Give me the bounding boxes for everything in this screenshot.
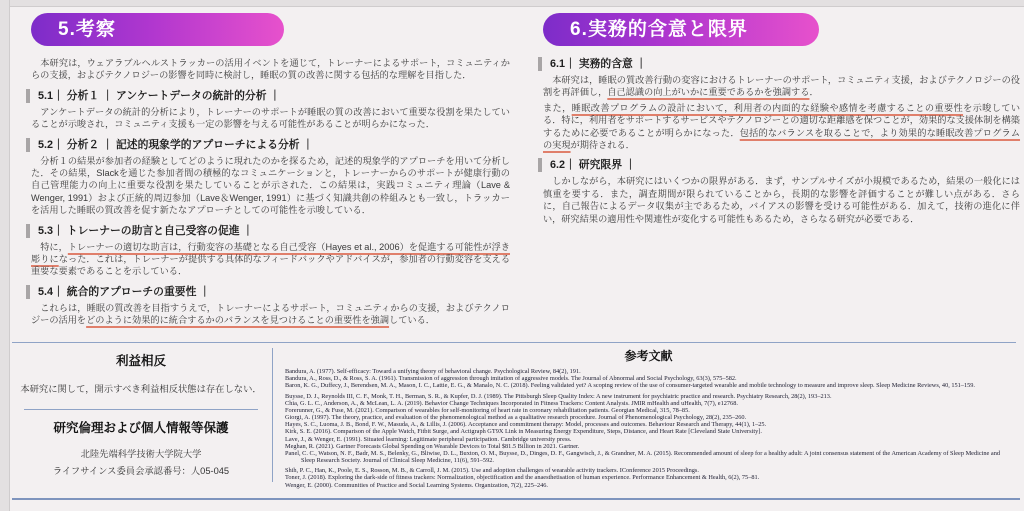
reference-entry: Bandura, A. (1977). Self-efficacy: Toward a unifying theory of behavioral change. Psychological Review, 84(2), 191. (285, 368, 581, 375)
text-segment: なった．これは，トレーナーが提供する具体的なフィードバックやアドバイスが，参加者の行動変容を支える重要な要素であることを示している． (31, 254, 511, 277)
text-segment: しかしながら，本研究にはいくつかの限界がある．まず，サンプルサイズが小規模であるため，結果の一般化には慎重を要する．また，調査期間が限られていることから，長期的な影響を評価することが難しい点がある．さらに，自己報告によるデータ収集が主であるため，バイアスの影響を受ける可能性がある．加えて，技術の進化に伴い，研究結果の適用性や関連性が変化する可能性もあるため，さらなる研究が必要である． (543, 176, 1020, 224)
text-segment: 本研究は，睡眠の質改善行動の変容におけるトレーナーのサポート，コミュニティ支援，およびテクノロジーの役割を再評価し， (543, 75, 1020, 98)
reference-entry: Wenger, E. (2000). Communities of Practice and Social Learning Systems. Organization, 7(2), 225–246. (285, 481, 549, 489)
subsection-6-1-paragraph-1 (543, 74, 1020, 99)
ethics-title: 研究倫理および個人情報等保護 (53, 421, 229, 435)
references-list (285, 368, 1012, 489)
subsection-5-4-paragraph (31, 302, 510, 327)
discussion-section (10, 13, 510, 342)
underlined-phrase: 包括的なバランスを取ることで，より効果的な睡眠改善プログラムの実現 (543, 127, 1021, 151)
subsection-5-1 (31, 89, 510, 131)
footer-top-divider (12, 342, 1016, 343)
text-segment: これらは，睡眠の質改善を目指すうえで，トレーナーによるサポート，コミュニティからの支援，およびテクノロジーの活用を (31, 302, 510, 326)
underlined-phrase: トレーナーの適切な助言は，行動変容の基礎となる自己受容（Hayes et al., 2006）を促進する可能性が浮き彫りに (31, 241, 510, 265)
ethics-institution: 北陸先端科学技術大学院大学 (80, 449, 202, 459)
subsection-6-1-title: 6.1｜ 実務的含意 ｜ (538, 57, 1020, 71)
subsection-6-2 (543, 158, 1020, 225)
text-segment: アンケートデータの統計的分析により，トレーナーのサポートが睡眠の質の改善において重要な役割を果たしていることが示唆され，コミュニティ支援も一定の影響を与える可能性があることが明らかになった． (31, 106, 510, 130)
subsection-5-3 (31, 224, 510, 278)
reference-entry: Forerunner, G., & Fuse, M. (2021). Comparison of wearables for self-monitoring of heart rate in coronary rehabilitation patients. Georgian Medical, 315, 78–85. (285, 406, 690, 414)
reference-entry: Chia, G. L. C., Anderson, A., & McLean, L. A. (2019). Behavior Change Techniques Incorporated in Fitness Trackers: Content Analysis. JMIR mHealth and uHealth, 7(7), e12768. (285, 399, 738, 407)
subsection-5-1-title: 5.1｜ 分析１ ｜ アンケートデータの統計的分析 ｜ (26, 89, 510, 103)
ethics-divider (24, 409, 258, 410)
bottom-border-line (12, 498, 1020, 500)
underlined-phrase: 自己認識の向上がいかに重要であるかを強調する (607, 87, 810, 98)
discussion-header: 5.考察 (31, 13, 284, 46)
subsection-5-2 (31, 138, 510, 217)
coi-title: 利益相反 (115, 354, 166, 368)
footer-references-column (273, 342, 1018, 492)
subsection-5-2-title: 5.2｜ 分析２ ｜ 記述的現象学的アプローチによる分析 ｜ (26, 138, 510, 152)
implications-header: 6.実務的含意と限界 (543, 13, 819, 46)
subsection-5-1-paragraph (31, 106, 510, 131)
text-segment: 特に， (31, 241, 68, 252)
footer-left-column (10, 342, 272, 492)
reference-entry: Baron, K. G., Duffecy, J., Berendsen, M. A., Mason, I. C., Lattie, E. G., & Manalo, N. C. (2018). Feeling validated yet? A scoping review of the use of consumer-targeted wearable and mobile technology to measure and improve sleep. Sleep Medicine Reviews, 40, 151–159. (285, 382, 975, 390)
subsection-5-2-paragraph (31, 155, 510, 217)
main-columns (10, 7, 1024, 342)
subsection-5-3-paragraph (31, 241, 510, 278)
text-segment: が期待される． (570, 140, 635, 151)
page-left-edge (0, 0, 10, 511)
references-title: 参考文献 (624, 349, 673, 363)
reference-entry: Shih, P. C., Han, K., Poole, E. S., Rosson, M. B., & Carroll, J. M. (2015). Use and adoption challenges of wearable activity trackers. IConference 2015 Proceedings. (285, 467, 699, 475)
discussion-intro: 本研究は，ウェアラブルヘルストラッカーの活用イベントを通じて，トレーナーによるサポート，コミュニティからの支援，およびテクノロジーの影響を同時に検討し，睡眠の質の改善に関する包括的な理解を目指した． (31, 58, 510, 81)
implications-section (510, 13, 1020, 342)
reference-entry: Lave, J., & Wenger, E. (1991). Situated learning: Legitimate peripheral participation. Cambridge university press. (285, 435, 572, 443)
subsection-5-4 (31, 285, 510, 327)
subsection-5-3-title: 5.3｜ トレーナーの助言と自己受容の促進 ｜ (26, 224, 510, 238)
subsection-6-2-paragraph (543, 175, 1020, 225)
reference-entry: Panel, C. C., Watson, N. F., Badr, M. S., Belenky, G., Bliwise, D. L., Buxton, O. M., Buysse, D., Dinges, D. F., Gangwisch, J., & Grandner, M. A. (2015). Recommended amount of sleep for a healthy adult: A joint consensus statement of the American Academy of Sleep Medicine and Sleep Research Society. Journal of Clinical Sleep Medicine, 11(6), 591–592. (285, 449, 1001, 465)
reference-entry: Bandura, A., Ross, D., & Ross, S. A. (1961). Transmission of aggression through imitation of aggressive models. The Journal of Abnormal and Social Psychology, 63(3), 575–582. (285, 375, 737, 383)
subsection-5-4-title: 5.4｜ 統合的アプローチの重要性 ｜ (26, 285, 510, 299)
ethics-approval-number: ライフサインス委員会承認番号：人05-045 (52, 466, 230, 476)
coi-statement: 本研究に関して，開示すべき利益相反状態は存在しない． (20, 384, 262, 394)
text-segment: 分析１の結果が参加者の経験としてどのように現れたのかを探るため，記述的現象学的アプローチを用いて分析した．その結果，Slackを通じた参加者間の積極的なコミュニケーションと，トレーナーからのサポートが健康行動の自己管理能力の向上に重要な役割を果たしていることが示された．この結果は，実践コミュニティ理論（Lave & Wenger, 1991）および正統的周辺参加（Lave＆Wenger, 1991）に基づく知識共創の枠組みとも一致し，トラッカーを活用した睡眠の質改善を促す新たなアプローチとしての可能性を示唆している． (31, 155, 510, 216)
poster-page (10, 7, 1024, 511)
subsection-6-1-paragraph-2 (543, 102, 1020, 152)
reference-entry: Buysse, D. J., Reynolds III, C. F., Monk, T. H., Berman, S. R., & Kupfer, D. J. (1989). The Pittsburgh Sleep Quality Index: A new instrument for psychiatric practice and research. Psychiatry Research, 28(2), 193–213. (285, 392, 832, 400)
reference-entry: Meghan, R. (2021). Gartner Forecasts Global Spending on Wearable Devices to Total $81.5 Billion in 2021. Gartner. (285, 442, 580, 450)
reference-entry: Hayes, S. C., Luoma, J. B., Bond, F. W., Masuda, A., & Lillis, J. (2006). Acceptance and commitment therapy: Model, processes and outcomes. Behaviour Research and Therapy, 44(1), 1–25. (285, 421, 767, 429)
text-segment: している． (389, 315, 435, 326)
underlined-phrase: どのように効果的に統合するかのバランスを見つけることの重要性を強調 (86, 315, 390, 326)
text-segment: また， (543, 102, 572, 113)
underlined-phrase: 睡眠改善プログラムの設計において，利用者の内面的な経験や感情を考慮することの重要性 (571, 102, 964, 113)
footer-band (10, 342, 1018, 492)
page-top-edge (0, 0, 1024, 7)
reference-entry: Toner, J. (2018). Exploring the dark-side of fitness trackers: Normalization, objectification and the anaesthetisation of human experience. Performance Enhancement & Health, 6(2), 75–81. (285, 474, 760, 482)
text-segment: ． (809, 87, 819, 98)
reference-entry: Giorgi, A. (1997). The theory, practice, and evaluation of the phenomenological method as a qualitative research procedure. Journal of Phenomenological Psychology, 28(2), 235–260. (285, 414, 747, 422)
subsection-6-1 (543, 57, 1020, 151)
subsection-6-2-title: 6.2｜ 研究限界 ｜ (538, 158, 1020, 172)
text-segment: を示唆している．特に，利用者をサポートするサービスやテクノロジーとの適切な距離感を保つことが，効果的な支援体制を構築するために必要であることが明らかになった． (543, 102, 1021, 138)
reference-entry: Kirk, S. E. (2016). Comparison of the Apple Watch, Fitbit Surge, and Actigraph GT9X Link in Measuring Energy Expenditure, Steps, Distance, and Heart Rate [Cleveland State University]. (285, 428, 762, 436)
